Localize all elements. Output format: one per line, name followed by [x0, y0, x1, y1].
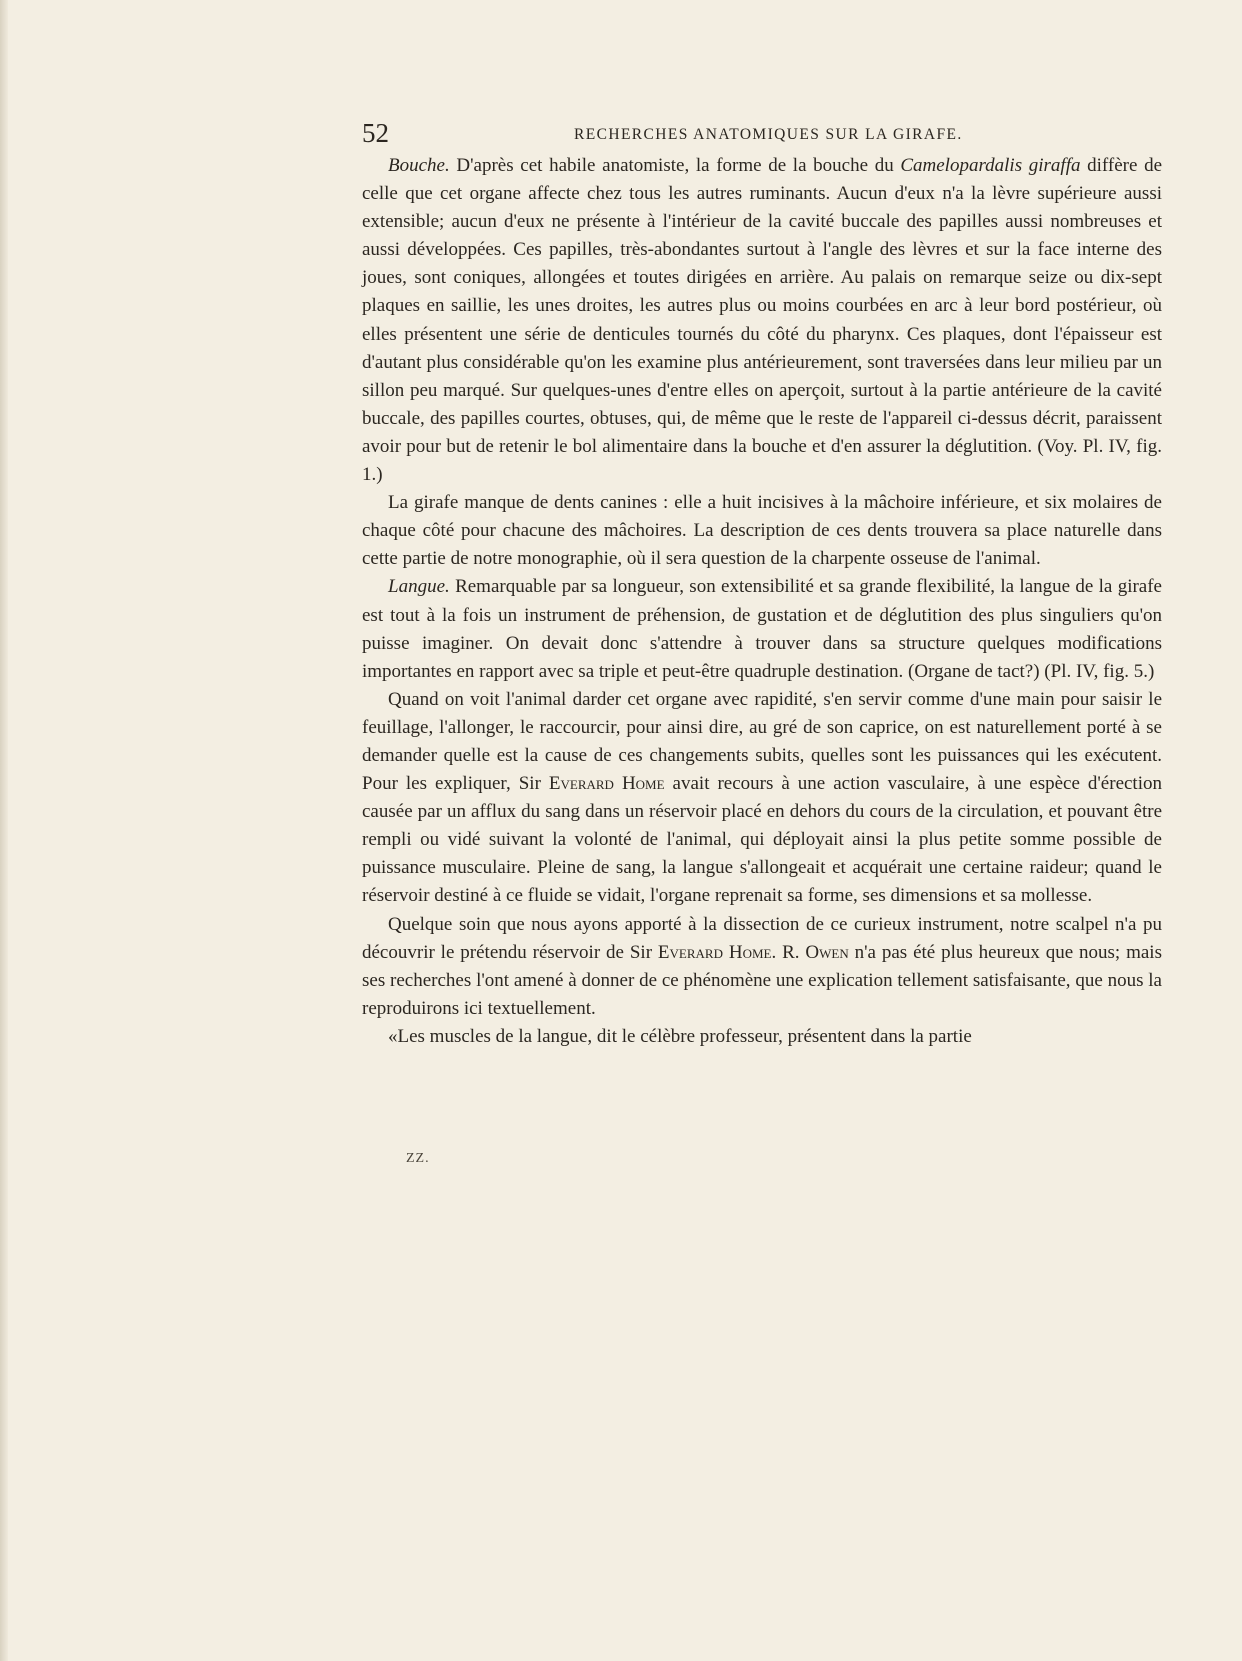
- species-name: Camelopardalis giraffa: [900, 155, 1081, 176]
- paragraph-text: avait recours à une action vasculaire, à une espèce d'érection causée par un afflux du sang dans un réservoir placé en dehors du cours de la circulation, et pouvant être rempli ou vidé suivant la volonté de l'animal, qui déployait ainsi la plus petite somme possible de puissance musculaire. Pleine de sang, la langue s'allongeait et acquérait une certaine raideur; quand le réservoir destiné à ce fluide se vidait, l'organe reprenait sa forme, ses dimensions et sa mollesse.: [362, 773, 1162, 907]
- paragraph-text: . R.: [771, 941, 806, 963]
- paragraph-home: [362, 686, 1162, 911]
- paragraph-bouche: [362, 152, 1162, 489]
- body-text: [362, 152, 1162, 1051]
- paragraph-text: Remarquable par sa longueur, son extensibilité et sa grande flexibilité, la langue de la girafe est tout à la fois un instrument de préhension, de gustation et de déglutition des plus singuliers qu'on puisse imaginer. On devait donc s'attendre à trouver dans sa structure quelques modifications importantes en rapport avec sa triple et peut-être quadruple destination. (Organe de tact?) (Pl. IV, fig. 5.): [362, 576, 1162, 682]
- paragraph-owen: [362, 911, 1162, 1023]
- book-page: [362, 118, 1162, 1051]
- section-lead-langue: Langue.: [388, 576, 450, 598]
- running-head: [362, 118, 1162, 148]
- paragraph-text: diffère de celle que cet organe affecte chez tous les autres ruminants. Aucun d'eux n'a la lèvre supérieure aussi extensible; aucun d'eux ne présente à l'intérieur de la cavité buccale des papilles aussi nombreuses et aussi développées. Ces papilles, très-abondantes surtout à l'angle des lèvres et sur la face interne des joues, sont coniques, allongées et toutes dirigées en arrière. Au palais on remarque seize ou dix-sept plaques en saillie, les unes droites, les autres plus ou moins courbées en arc à leur bord postérieur, où elles présentent une série de denticules tournés du côté du pharynx. Ces plaques, dont l'épaisseur est d'autant plus considérable qu'on les examine plus antérieurement, sont traversées dans leur milieu par un sillon peu marqué. Sur quelques-unes d'entre elles on aperçoit, surtout à la partie antérieure de la cavité buccale, des papilles courtes, obtuses, qui, de même que le reste de l'appareil ci-dessus décrit, paraissent avoir pour but de retenir le bol alimentaire dans la bouche et d'en assurer la déglutition. (Voy. Pl. IV, fig. 1.): [362, 155, 1163, 486]
- paragraph-dents: La girafe manque de dents canines : elle a huit incisives à la mâchoire inférieure, et six molaires de chaque côté pour chacune des mâchoires. La description de ces dents trouvera sa place naturelle dans cette partie de notre monographie, où il sera question de la charpente osseuse de l'animal.: [362, 492, 1162, 570]
- page-edge: [0, 0, 8, 1661]
- author-name: Everard Home: [548, 773, 665, 795]
- page-number: 52: [362, 118, 389, 148]
- paragraph-text: n'a pas été plus heureux que nous; mais ses recherches l'ont amené à donner de ce phénomène une explication tellement satisfaisante, que nous la reproduirons ici textuellement.: [362, 941, 1162, 1019]
- paragraph-langue: [362, 573, 1162, 685]
- signature-mark: ZZ.: [406, 1151, 430, 1166]
- author-name: Owen: [805, 941, 849, 963]
- paragraph-text: Quand on voit l'animal darder cet organe avec rapidité, s'en servir comme d'une main pour saisir le feuillage, l'allonger, le raccourcir, pour ainsi dire, au gré de son caprice, on est naturellement porté à se demander quelle est la cause de ces changements subits, quelles sont les puissances qui les exécutent. Pour les expliquer, Sir: [362, 688, 1162, 795]
- section-lead-bouche: Bouche.: [388, 155, 450, 176]
- author-name: Everard Home: [657, 941, 772, 963]
- paragraph-quote: «Les muscles de la langue, dit le célèbre professeur, présentent dans la partie: [388, 1025, 972, 1047]
- running-title: RECHERCHES ANATOMIQUES SUR LA GIRAFE.: [574, 126, 963, 143]
- paragraph-text: Quelque soin que nous ayons apporté à la dissection de ce curieux instrument, notre scalpel n'a pu découvrir le prétendu réservoir de Sir: [362, 913, 1162, 963]
- paragraph-text: D'après cet habile anatomiste, la forme de la bouche du: [449, 155, 901, 176]
